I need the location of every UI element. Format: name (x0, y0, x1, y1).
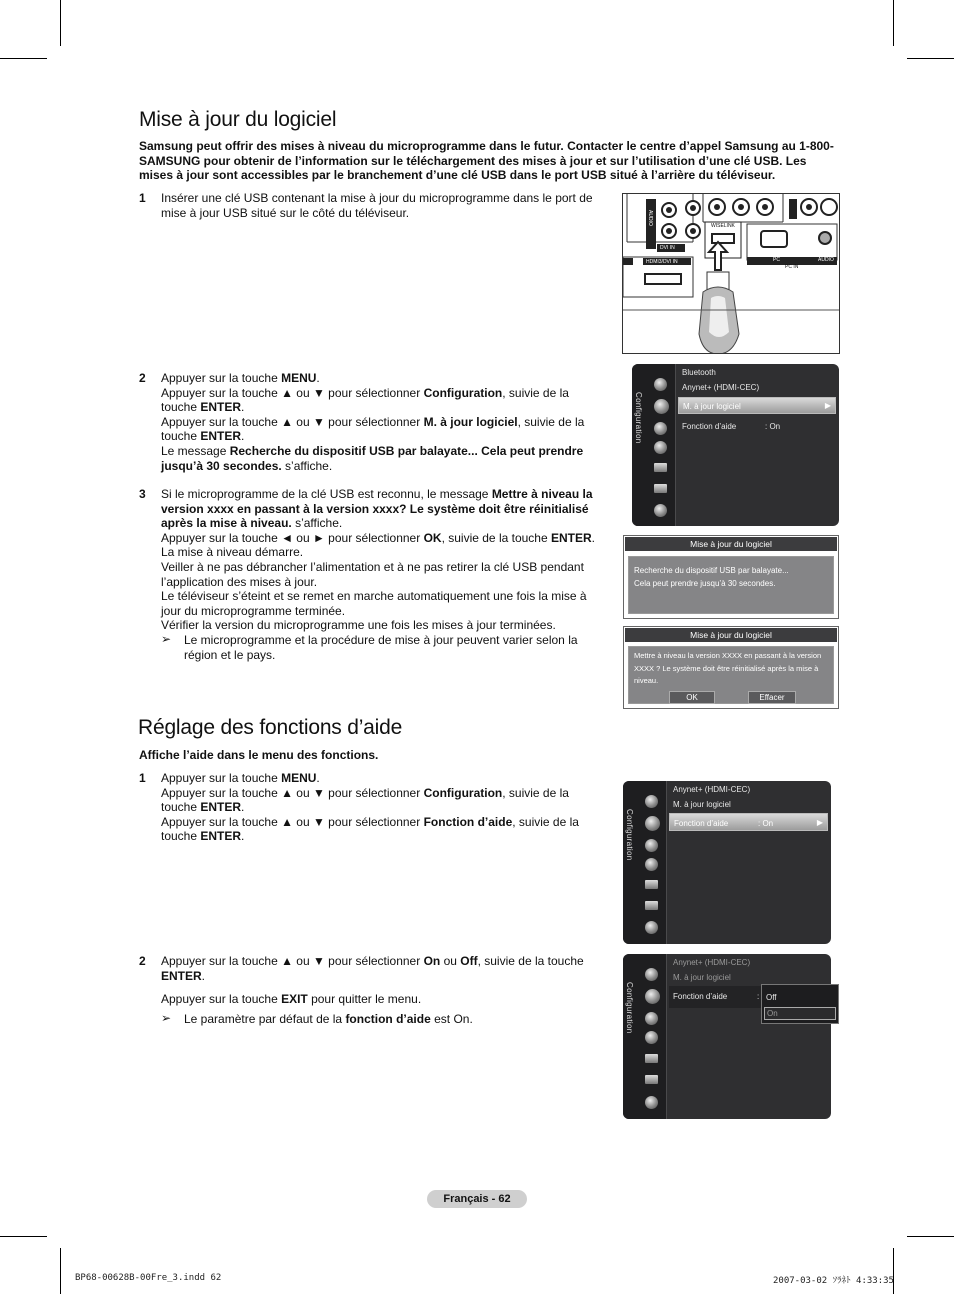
section-title-software-update: Mise à jour du logiciel (139, 108, 337, 131)
note-text: Le paramètre par défaut de la (184, 1011, 346, 1026)
input-icon (645, 880, 658, 889)
step-text: , suivie de la touche (161, 785, 569, 815)
crop-mark (60, 0, 61, 46)
step-text: s’affiche. (291, 516, 343, 531)
step-text: Appuyer sur la touche ▲ ou ▼ pour sélectionner (161, 385, 424, 400)
step-text: Appuyer sur la touche ▲ ou ▼ pour sélectionner (161, 785, 424, 800)
step-text: . (241, 800, 245, 815)
picture-icon (645, 968, 658, 981)
step-text: . (201, 968, 206, 983)
step-text: . (241, 429, 245, 444)
submenu-arrow-icon: ▶ (816, 818, 823, 827)
panel-label-dvi-in: DVI IN (660, 245, 675, 251)
option-on: On (423, 954, 441, 968)
menu-item-help-function[interactable]: Fonction d’aide (682, 422, 737, 431)
note (161, 1012, 591, 1027)
support-icon (645, 1096, 658, 1109)
step-text: . (316, 371, 320, 385)
menu-item-help-function-value: : On (765, 422, 781, 431)
message-upgrade-confirm: Mettre à niveau la version xxxx en passant à la version xxxx? Le système doit être réinitialisé après la mise à niveau. (161, 487, 593, 531)
key-name-menu: MENU (281, 371, 317, 385)
step-text: , suivie de la touche (161, 414, 585, 444)
dialog-message-line: Recherche du dispositif USB par balayate... (634, 566, 789, 575)
panel-label-pc-in: PC IN (785, 264, 799, 270)
step-text: ou (440, 954, 461, 968)
menu-item-label: M. à jour logiciel (683, 402, 741, 411)
dialog-software-update-confirm (623, 626, 839, 709)
step-text: s’affiche. (281, 458, 333, 473)
section1-intro: Samsung peut offrir des mises à niveau du microprogramme dans le futur. Contacter le centre d’appel Samsung au 1-800-SAMSUNG pour obtenir de l’information sur le téléchargement des mises à jour et sur l’utilisation d’une clé USB. Les mises à jour sont accessibles par le branchement d’une clé USB dans le port USB situé à l’arrière du téléviseur. (139, 139, 834, 183)
step-number: 1 (139, 771, 146, 785)
crop-mark (907, 58, 954, 59)
panel-label-audio: AUDIO (647, 210, 653, 226)
app-icon (645, 901, 658, 910)
menu-item-software-update[interactable]: M. à jour logiciel (673, 800, 731, 809)
menu-item-anynet[interactable]: Anynet+ (HDMI-CEC) (673, 958, 751, 967)
step-text: , suivie de la touche (161, 814, 579, 844)
menu-item-help-function-current[interactable] (669, 986, 763, 1008)
menu-name-help-function: Fonction d’aide (423, 814, 513, 829)
dialog-body (628, 556, 834, 614)
cancel-button[interactable]: Effacer (748, 691, 796, 704)
crop-mark (0, 58, 47, 59)
app-icon (654, 484, 667, 493)
step-text: , suivie de la touche (161, 385, 569, 415)
step-text: Appuyer sur la touche (161, 771, 282, 785)
app-icon (645, 1075, 658, 1084)
picture-icon (645, 795, 658, 808)
date-slug: 2007-03-02 ｿﾗﾈﾄ 4:33:35 (773, 1276, 894, 1286)
osd-menu-help-function-options (623, 954, 831, 1119)
key-name-enter: ENTER (200, 429, 242, 444)
option-dropdown (761, 984, 839, 1024)
dialog-message-line: Cela peut prendre jusqu’à 30 secondes. (634, 579, 776, 588)
menu-item-colon: : (757, 992, 760, 1001)
step-text: . (316, 771, 320, 785)
option-label: On (767, 1009, 778, 1018)
support-icon (654, 504, 667, 517)
note-text: Le microprogramme et la procédure de mise à jour peuvent varier selon la région et le pays. (184, 632, 578, 662)
setup-gear-icon (645, 989, 660, 1004)
step-text: Si le microprogramme de la clé USB est reconnu, le message (161, 487, 492, 501)
step-text: Appuyer sur la touche (161, 992, 282, 1007)
key-name-enter: ENTER (200, 829, 242, 844)
step-text: Le téléviseur s’éteint et se remet en marche automatiquement une fois la mise à jour du microprogramme terminée. (161, 589, 587, 618)
step-text: . (241, 829, 245, 844)
menu-item-help-function-selected[interactable] (669, 813, 828, 831)
support-icon (645, 921, 658, 934)
step-text: Appuyer sur la touche ▲ ou ▼ pour sélectionner (161, 954, 424, 968)
panel-label-pc: PC (773, 257, 780, 263)
crop-mark (893, 1248, 894, 1294)
note-text: est On. (430, 1011, 473, 1026)
menu-sidebar-label: Configuration (634, 392, 643, 444)
dialog-title: Mise à jour du logiciel (625, 628, 837, 642)
crop-mark (893, 0, 894, 46)
key-name-enter: ENTER (161, 968, 202, 983)
key-name-enter: ENTER (550, 530, 592, 545)
note-text-bold: fonction d’aide (345, 1011, 431, 1026)
option-off: Off (460, 954, 478, 968)
clock-icon (654, 441, 667, 454)
crop-mark (907, 1236, 954, 1237)
crop-mark (60, 1248, 61, 1294)
step-text: , suivie de la touche (477, 954, 584, 968)
clock-icon (645, 858, 658, 871)
dialog-software-update-scanning (623, 535, 839, 619)
menu-item-anynet[interactable]: Anynet+ (HDMI-CEC) (682, 383, 760, 392)
submenu-arrow-icon: ▶ (824, 401, 831, 410)
setup-gear-icon (645, 816, 660, 831)
tv-rear-panel-illustration (622, 193, 840, 354)
note-arrow-icon: ➢ (161, 1010, 172, 1025)
step-number: 1 (139, 191, 146, 205)
step-text: , suivie de la touche (441, 530, 551, 545)
step-text: Veiller à ne pas débrancher l’alimentation et à ne pas retirer la clé USB pendant l’application des mises à jour. (161, 559, 584, 589)
menu-sidebar-label: Configuration (625, 982, 634, 1034)
step-text: pour quitter le menu. (307, 992, 422, 1007)
step-text: Appuyer sur la touche ▲ ou ▼ pour sélectionner (161, 414, 424, 429)
key-name-enter: ENTER (200, 800, 242, 815)
option-off[interactable]: Off (766, 993, 777, 1002)
usb-port-diagram (623, 194, 839, 353)
picture-icon (654, 378, 667, 391)
ok-button[interactable]: OK (669, 691, 715, 704)
menu-item-software-update[interactable]: M. à jour logiciel (673, 973, 731, 982)
message-scanning: Recherche du dispositif USB par balayate... Cela peut prendre jusqu’à 30 secondes. (161, 443, 584, 473)
channel-icon (654, 422, 667, 435)
key-name-menu: MENU (281, 771, 317, 785)
step-text: Appuyer sur la touche ▲ ou ▼ pour sélectionner (161, 814, 424, 829)
channel-icon (645, 839, 658, 852)
step-number: 3 (139, 487, 146, 501)
section-title-help-settings: Réglage des fonctions d’aide (138, 716, 403, 739)
key-name-enter: ENTER (200, 400, 242, 415)
step-text: Appuyer sur la touche ◄ ou ► pour sélectionner (161, 530, 424, 545)
step-text: Vérifier la version du microprogramme une fois les mises à jour terminées. (161, 618, 556, 633)
menu-name-software-update: M. à jour logiciel (423, 414, 518, 429)
menu-item-anynet[interactable]: Anynet+ (HDMI-CEC) (673, 785, 751, 794)
setup-gear-icon (654, 399, 669, 414)
note (161, 633, 607, 662)
dialog-message: Mettre à niveau la version XXXX en passant à la version XXXX ? Le système doit être réinitialisé après la mise à niveau. (634, 651, 822, 685)
step-text: . (591, 530, 595, 545)
file-slug: BP68-00628B-00Fre_3.indd 62 (75, 1273, 222, 1283)
dialog-body (628, 646, 834, 704)
dialog-title: Mise à jour du logiciel (625, 537, 837, 551)
menu-sidebar-label: Configuration (625, 809, 634, 861)
crop-mark (0, 1236, 47, 1237)
step-number: 2 (139, 954, 146, 968)
clock-icon (645, 1031, 658, 1044)
menu-item-bluetooth[interactable]: Bluetooth (682, 368, 716, 377)
step-text: La mise à niveau démarre. (161, 545, 304, 560)
option-ok: OK (423, 530, 442, 545)
section2-intro: Affiche l’aide dans le menu des fonctions. (139, 748, 379, 762)
input-icon (645, 1054, 658, 1063)
step-text: Le message (161, 443, 230, 458)
menu-name-configuration: Configuration (423, 385, 503, 400)
menu-item-label: Fonction d’aide (674, 819, 729, 828)
panel-label-audio-2: AUDIO (818, 257, 834, 263)
panel-label-wiselink: WISELINK (711, 223, 735, 229)
step-text: Insérer une clé USB contenant la mise à jour du microprogramme dans le port de mise à jour USB situé sur le côté du téléviseur. (161, 191, 593, 220)
key-name-exit: EXIT (281, 992, 308, 1007)
osd-menu-configuration-help-function (623, 781, 831, 944)
panel-label-hdmi3-dvi-in: HDMI3/DVI IN (646, 259, 678, 265)
menu-name-configuration: Configuration (423, 785, 503, 800)
channel-icon (645, 1012, 658, 1025)
menu-item-label: Fonction d’aide (673, 992, 728, 1001)
step-text: . (241, 400, 245, 415)
menu-item-value: : On (758, 819, 774, 828)
step-text: Appuyer sur la touche (161, 371, 282, 385)
osd-menu-configuration-software-update (632, 364, 839, 526)
input-icon (654, 463, 667, 472)
step-number: 2 (139, 371, 146, 385)
page-number-badge: Français - 62 (427, 1190, 527, 1208)
option-on-selected[interactable] (764, 1007, 836, 1020)
menu-item-software-update-selected[interactable] (678, 397, 836, 414)
note-arrow-icon: ➢ (161, 631, 172, 646)
